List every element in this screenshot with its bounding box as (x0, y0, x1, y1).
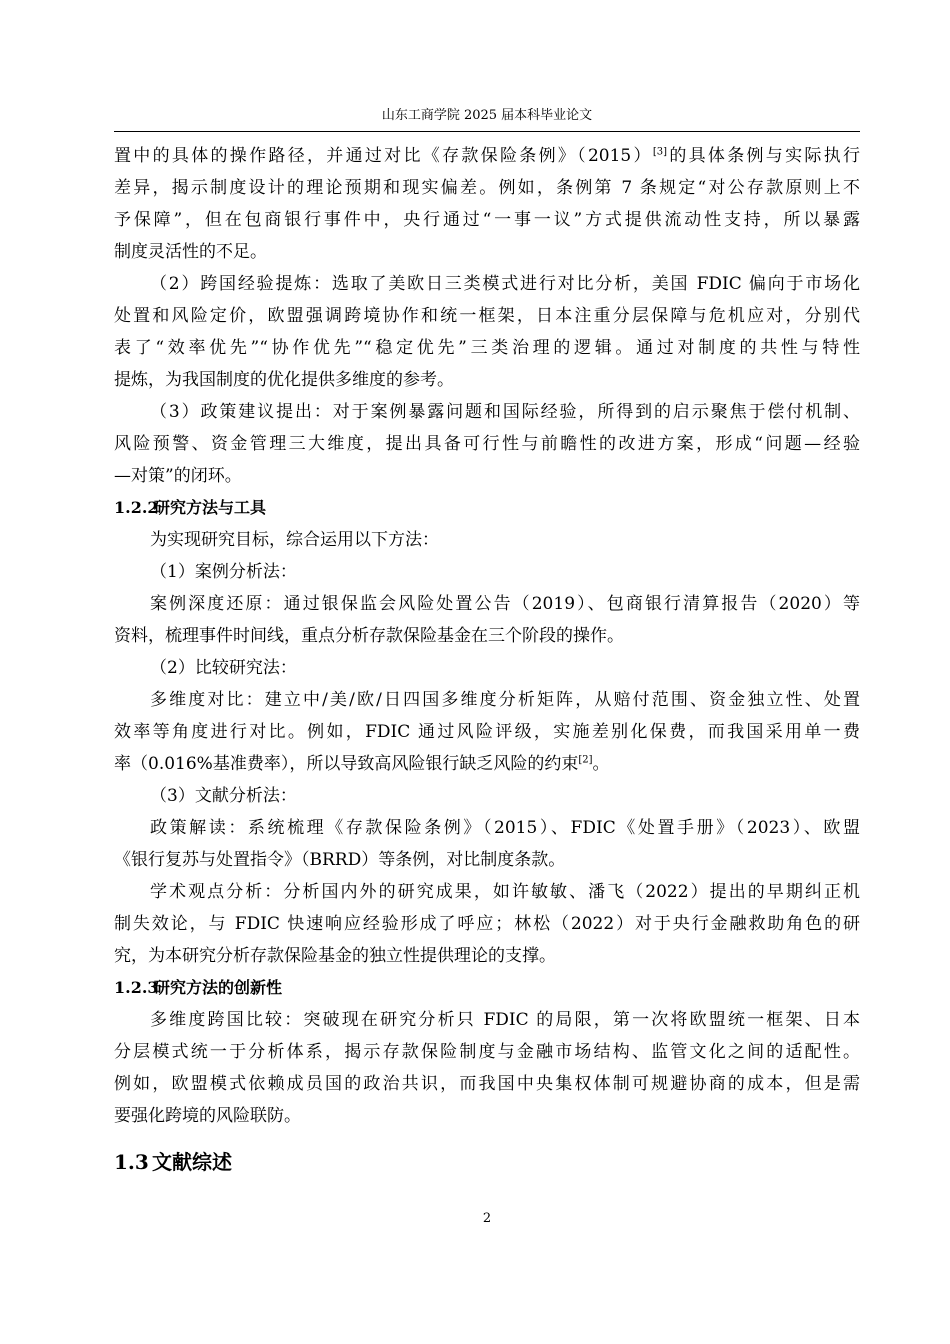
page-number: 2 (482, 1211, 492, 1226)
header-rule (114, 131, 860, 132)
text-run: 的具体条例与实际执行 (667, 146, 861, 166)
page-body (114, 140, 860, 1182)
paragraph-line (114, 140, 860, 172)
citation-ref: [3] (652, 146, 668, 158)
paragraph-line: 究，为本研究分析存款保险基金的独立性提供理论的支撑。 (114, 946, 556, 966)
citation-ref: [2] (578, 754, 593, 766)
paragraph-line: 提炼，为我国制度的优化提供多维度的参考。 (114, 370, 454, 390)
method-title: （1）案例分析法： (150, 562, 297, 582)
paragraph-line: 为实现研究目标，综合运用以下方法： (150, 530, 439, 550)
section-heading-1-2-2 (114, 492, 860, 524)
heading-number: 1.2.2 (114, 498, 159, 517)
paragraph-line: 分层模式统一于分析体系，揭示存款保险制度与金融市场结构、监管文化之间的适配性。 (114, 1042, 860, 1062)
heading-title: 研究方法与工具 (154, 498, 267, 517)
heading-number: 1.3 (114, 1150, 149, 1174)
paragraph-line: 案例深度还原：通过银保监会风险处置公告（2019）、包商银行清算报告（2020）等 (150, 594, 860, 614)
text-run: 率（0.016%基准费率），所以导致高风险银行缺乏风险的约束 (114, 754, 579, 774)
paragraph-line (114, 748, 860, 780)
paragraph-line: 制失效论，与 FDIC 快速响应经验形成了呼应；林松（2022）对于央行金融救助角色的研 (114, 914, 860, 934)
paragraph-line: 要强化跨境的风险联防。 (114, 1106, 301, 1126)
running-header: 山东工商学院 2025 届本科毕业论文 (381, 108, 593, 123)
paragraph-line: 学术观点分析：分析国内外的研究成果，如许敏敏、潘飞（2022）提出的早期纠正机 (150, 882, 860, 902)
heading-title: 文献综述 (152, 1150, 232, 1174)
paragraph-line: 表了“效率优先”“协作优先”“稳定优先”三类治理的逻辑。通过对制度的共性与特性 (114, 338, 860, 358)
paragraph-line: （2）跨国经验提炼：选取了美欧日三类模式进行对比分析，美国 FDIC 偏向于市场化 (150, 274, 860, 294)
paragraph-line: 予保障”，但在包商银行事件中，央行通过“一事一议”方式提供流动性支持，所以暴露 (114, 210, 860, 230)
paragraph-line: 多维度对比：建立中/美/欧/日四国多维度分析矩阵，从赔付范围、资金独立性、处置 (150, 690, 860, 710)
method-title: （2）比较研究法： (150, 658, 297, 678)
paragraph-line: 制度灵活性的不足。 (114, 242, 267, 262)
heading-number: 1.2.3 (114, 978, 159, 997)
paragraph-line: 例如，欧盟模式依赖成员国的政治共识，而我国中央集权体制可规避协商的成本，但是需 (114, 1074, 860, 1094)
paragraph-line: 政策解读：系统梳理《存款保险条例》（2015）、FDIC《处置手册》（2023）、欧盟 (150, 818, 860, 838)
method-title: （3）文献分析法： (150, 786, 297, 806)
paragraph-line: 资料，梳理事件时间线，重点分析存款保险基金在三个阶段的操作。 (114, 626, 624, 646)
heading-title: 研究方法的创新性 (154, 978, 283, 997)
paragraph-line: 多维度跨国比较：突破现在研究分析只 FDIC 的局限，第一次将欧盟统一框架、日本 (150, 1010, 860, 1030)
paragraph-line: 处置和风险定价，欧盟强调跨境协作和统一框架，日本注重分层保障与危机应对，分别代 (114, 306, 860, 326)
paragraph-line: —对策”的闭环。 (114, 466, 242, 486)
paragraph-line: 《银行复苏与处置指令》（BRRD）等条例，对比制度条款。 (114, 850, 566, 870)
paragraph-line: （3）政策建议提出：对于案例暴露问题和国际经验，所得到的启示聚焦于偿付机制、 (150, 402, 860, 422)
paragraph-line: 效率等角度进行对比。例如，FDIC 通过风险评级，实施差别化保费，而我国采用单一费 (114, 722, 860, 742)
paragraph-line: 差异，揭示制度设计的理论预期和现实偏差。例如，条例第 7 条规定“对公存款原则上不 (114, 178, 860, 198)
text-run: 置中的具体的操作路径，并通过对比《存款保险条例》（2015） (114, 146, 653, 166)
text-run: 。 (592, 754, 610, 774)
paragraph-line: 风险预警、资金管理三大维度，提出具备可行性与前瞻性的改进方案，形成“问题—经验 (114, 434, 860, 454)
section-heading-1-3 (114, 1142, 860, 1182)
section-heading-1-2-3 (114, 972, 860, 1004)
